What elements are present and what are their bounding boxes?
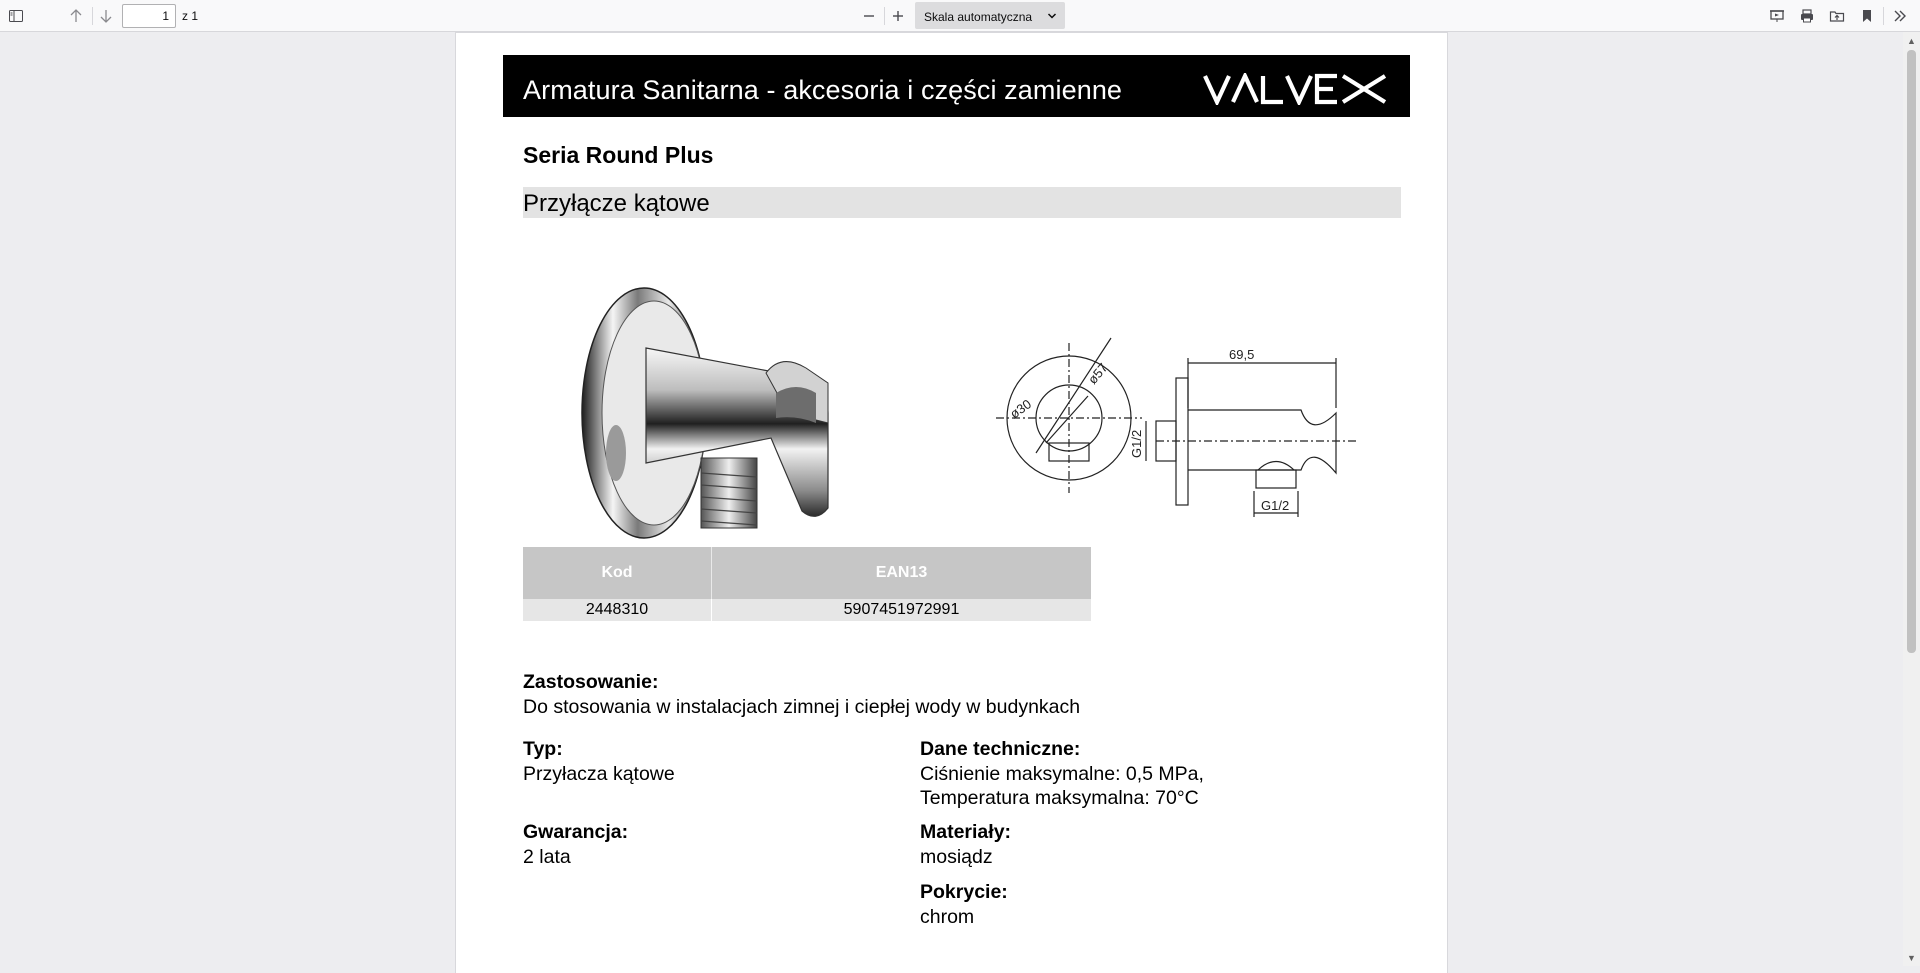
scroll-down-icon[interactable]: ▼: [1907, 952, 1916, 963]
dimension-length: 69,5: [1229, 347, 1255, 362]
coating-label: Pokrycie:: [920, 881, 1008, 903]
open-file-icon[interactable]: [1825, 4, 1849, 28]
materials-label: Materiały:: [920, 821, 1012, 843]
scroll-up-icon[interactable]: ▲: [1907, 35, 1916, 46]
technical-drawing: [976, 313, 1406, 533]
tech-label: Dane techniczne:: [920, 738, 1081, 760]
tech-temperature: Temperatura maksymalna: 70°C: [920, 787, 1199, 809]
vertical-scrollbar[interactable]: [1903, 32, 1920, 966]
table-row: [523, 599, 1091, 621]
zoom-select[interactable]: [915, 2, 1065, 29]
header-banner: [503, 55, 1410, 117]
page-count-label: z 1: [182, 9, 199, 23]
table-header-row: [523, 547, 1091, 599]
zoom-in-icon[interactable]: [886, 4, 910, 28]
product-title: Przyłącze kątowe: [523, 190, 710, 217]
toolbar-separator: [884, 7, 885, 25]
valvex-logo: [1203, 73, 1388, 105]
product-code-table: [523, 547, 1091, 621]
tech-pressure: Ciśnienie maksymalne: 0,5 MPa,: [920, 763, 1204, 785]
type-label: Typ:: [523, 738, 563, 760]
pdf-toolbar: [0, 0, 1920, 32]
dimension-bottom-thread: G1/2: [1261, 498, 1290, 513]
pdf-page: [456, 33, 1447, 973]
column-header-code: Kod: [523, 547, 712, 599]
cell-code: 2448310: [523, 599, 712, 621]
usage-value: Do stosowania w instalacjach zimnej i ciepłej wody w budynkach: [523, 696, 1081, 718]
previous-page-icon[interactable]: [64, 4, 88, 28]
product-title-bar: [523, 187, 1401, 218]
next-page-icon[interactable]: [94, 4, 118, 28]
presentation-mode-icon[interactable]: [1765, 4, 1789, 28]
column-header-ean: EAN13: [712, 547, 1092, 599]
print-icon[interactable]: [1795, 4, 1819, 28]
tools-menu-icon[interactable]: [1888, 4, 1912, 28]
dimension-outer-diameter: ø57: [1084, 360, 1111, 387]
warranty-label: Gwarancja:: [523, 821, 629, 843]
dimension-side-thread: G1/2: [1129, 429, 1144, 458]
scrollbar-thumb[interactable]: [1907, 50, 1916, 653]
zoom-select-label: Skala automatyczna: [924, 10, 1033, 24]
banner-title: Armatura Sanitarna - akcesoria i części zamienne: [523, 75, 1123, 105]
page-number-input[interactable]: [122, 4, 176, 28]
sidebar-toggle-icon[interactable]: [4, 4, 28, 28]
coating-value: chrom: [920, 906, 975, 928]
zoom-out-icon[interactable]: [857, 4, 881, 28]
type-value: Przyłacza kątowe: [523, 763, 675, 785]
materials-value: mosiądz: [920, 846, 993, 868]
warranty-value: 2 lata: [523, 846, 571, 868]
toolbar-separator: [92, 7, 93, 25]
series-title: Seria Round Plus: [523, 142, 714, 168]
dimension-inner-diameter: ø30: [1007, 396, 1035, 422]
chevron-down-icon: [1047, 11, 1057, 21]
usage-label: Zastosowanie:: [523, 671, 659, 693]
cell-ean: 5907451972991: [712, 599, 1092, 621]
toolbar-separator: [1883, 7, 1884, 25]
product-photo: [566, 273, 856, 558]
bookmark-icon[interactable]: [1855, 4, 1879, 28]
